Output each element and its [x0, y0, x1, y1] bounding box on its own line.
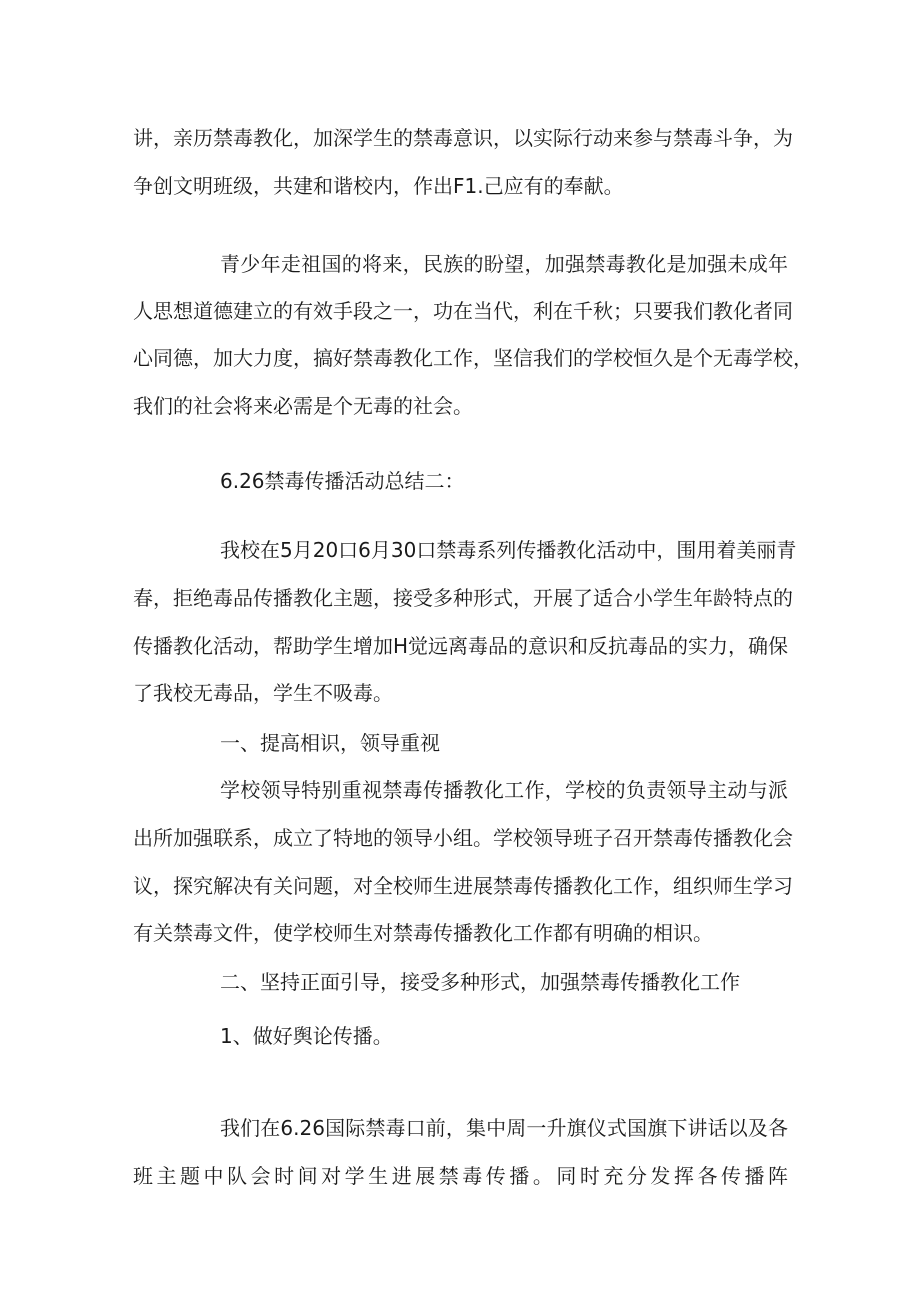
text-line: 我们在6.26国际禁毒口前，集中周一升旗仪式国旗下讲话以及各 — [220, 1116, 788, 1140]
text-line: 讲，亲历禁毒教化，加深学生的禁毒意识，以实际行动来参与禁毒斗争，为 — [133, 126, 793, 150]
text-line: 班主题中队会时间对学生进展禁毒传播。同时充分发挥各传播阵 — [133, 1164, 788, 1188]
text-line: 我们的社会将来必需是个无毒的社会。 — [133, 394, 473, 418]
text-line: 出所加强联系，成立了特地的领导小组。学校领导班子召开禁毒传播教化会 — [133, 826, 793, 850]
text-line: 传播教化活动，帮助学生增加H觉远离毒品的意识和反抗毒品的实力，确保 — [133, 634, 789, 658]
subheading: 1、做好舆论传播。 — [220, 1024, 393, 1048]
text-line: 青少年走祖国的将来，民族的盼望，加强禁毒教化是加强未成年 — [220, 252, 788, 276]
text-line: 争创文明班级，共建和谐校内，作出F1.己应有的奉献。 — [133, 174, 624, 198]
subheading: 一、提高相识，领导重视 — [220, 731, 440, 755]
text-line: 议，探究解决有关问题，对全校师生进展禁毒传播教化工作，组织师生学习 — [133, 874, 793, 898]
text-line: 学校领导特别重视禁毒传播教化工作，学校的负责领导主动与派 — [220, 778, 788, 802]
text-line: 了我校无毒品，学生不吸毒。 — [133, 681, 393, 705]
text-line: 有关禁毒文件，使学校师生对禁毒传播教化工作都有明确的相识。 — [133, 921, 713, 945]
text-line: 心同德，加大力度，搞好禁毒教化工作，坚信我们的学校恒久是个无毒学校， — [133, 346, 813, 370]
section-heading: 6.26禁毒传播活动总结二： — [220, 469, 465, 493]
text-line: 我校在5月20口6月30口禁毒系列传播教化活动中，围用着美丽青 — [220, 538, 797, 562]
text-line: 春，拒绝毒品传播教化主题，接受多种形式，开展了适合小学生年龄特点的 — [133, 586, 793, 610]
subheading: 二、坚持正面引导，接受多种形式，加强禁毒传播教化工作 — [220, 970, 740, 994]
text-line: 人思想道德建立的有效手段之一，功在当代，利在千秋；只要我们教化者同 — [133, 299, 793, 323]
